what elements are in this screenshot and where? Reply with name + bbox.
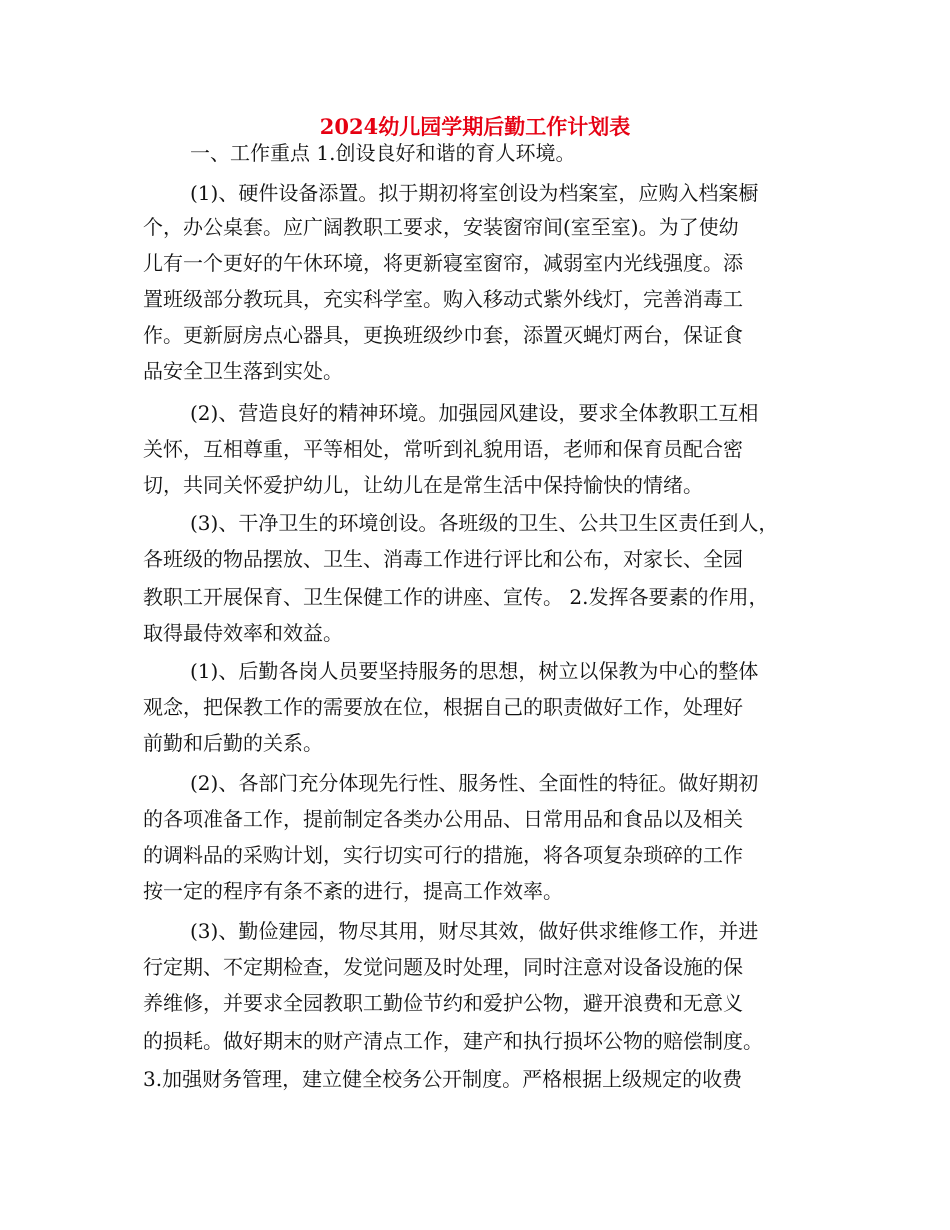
- text-line: (1)、硬件设备添置。拟于期初将室创设为档案室，应购入档案橱: [190, 181, 759, 205]
- text-line: 关怀，互相尊重，平等相处，常听到礼貌用语，老师和保育员配合密: [143, 437, 743, 461]
- text-line: (3)、干净卫生的环境创设。各班级的卫生、公共卫生区责任到人，: [190, 511, 779, 535]
- text-line: (1)、后勤各岗人员要坚持服务的思想，树立以保教为中心的整体: [190, 659, 759, 683]
- text-line: (3)、勤俭建园，物尽其用，财尽其效，做好供求维修工作，并进: [190, 919, 759, 943]
- text-line: 作。更新厨房点心器具，更换班级纱巾套，添置灭蝇灯两台，保证食: [143, 323, 743, 347]
- text-line: 行定期、不定期检查，发觉问题及时处理，同时注意对设备设施的保: [143, 955, 743, 979]
- text-line: (2)、营造良好的精神环境。加强园风建设，要求全体教职工互相: [190, 401, 759, 425]
- text-line: 各班级的物品摆放、卫生、消毒工作进行评比和公布，对家长、全园: [143, 547, 743, 571]
- text-line: 3.加强财务管理，建立健全校务公开制度。严格根据上级规定的收费: [143, 1067, 743, 1091]
- text-line: 的调料品的采购计划，实行切实可行的措施，将各项复杂琐碎的工作: [143, 843, 743, 867]
- document-title: 2024幼儿园学期后勤工作计划表: [319, 114, 631, 139]
- text-line: 品安全卫生落到实处。: [143, 359, 343, 383]
- text-line: 置班级部分教玩具，充实科学室。购入移动式紫外线灯，完善消毒工: [143, 287, 743, 311]
- text-line: 观念，把保教工作的需要放在位，根据自己的职责做好工作，处理好: [143, 695, 743, 719]
- text-line: 的各项准备工作，提前制定各类办公用品、日常用品和食品以及相关: [143, 807, 743, 831]
- text-line: 取得最侍效率和效益。: [143, 621, 343, 645]
- text-line: 切，共同关怀爱护幼儿，让幼儿在是常生活中保持愉快的情绪。: [143, 473, 703, 497]
- text-line: 养维修，并要求全园教职工勤俭节约和爱护公物，避开浪费和无意义: [143, 991, 743, 1015]
- text-line: 一、工作重点 1.创设良好和谐的育人环境。: [190, 141, 576, 165]
- text-line: 按一定的程序有条不紊的进行，提高工作效率。: [143, 879, 563, 903]
- text-line: 儿有一个更好的午休环境，将更新寝室窗帘，减弱室内光线强度。添: [143, 251, 743, 275]
- text-line: (2)、各部门充分体现先行性、服务性、全面性的特征。做好期初: [190, 771, 759, 795]
- text-line: 的损耗。做好期末的财产清点工作，建产和执行损坏公物的赔偿制度。: [143, 1029, 763, 1053]
- text-line: 前勤和后勤的关系。: [143, 731, 323, 755]
- text-line: 教职工开展保育、卫生保健工作的讲座、宣传。 2.发挥各要素的作用，: [143, 585, 769, 609]
- text-line: 个，办公桌套。应广阔教职工要求，安装窗帘间(室至室)。为了使幼: [143, 215, 739, 239]
